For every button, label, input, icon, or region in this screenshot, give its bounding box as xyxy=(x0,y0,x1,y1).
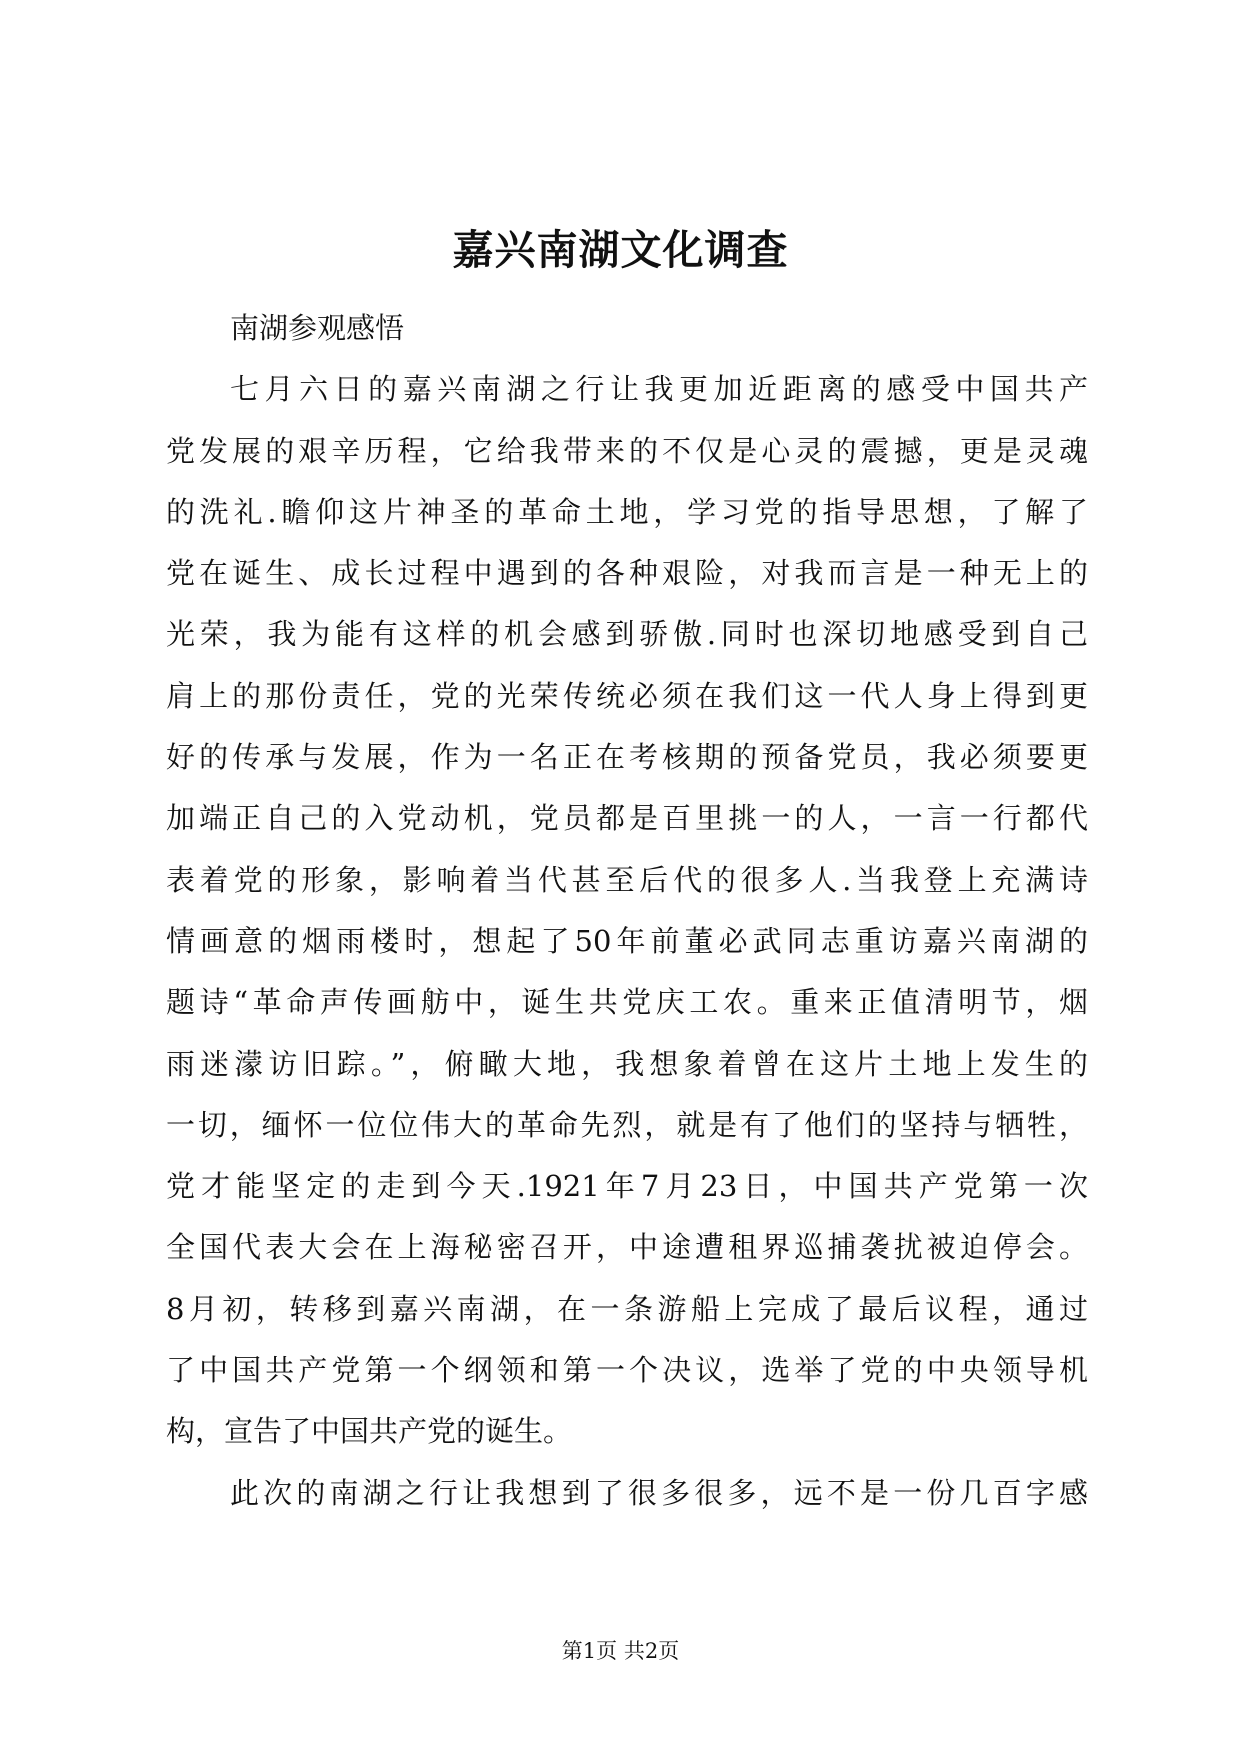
paragraph-line: 肩上的那份责任，党的光荣传统必须在我们这一代人身上得到更 xyxy=(166,678,1088,713)
paragraph-line: 题诗“革命声传画舫中，诞生共党庆工农。重来正值清明节，烟 xyxy=(166,985,1088,1020)
paragraph-line: 一切，缅怀一位位伟大的革命先烈，就是有了他们的坚持与牺牲， xyxy=(166,1107,1088,1142)
paragraph-line: 表着党的形象，影响着当代甚至后代的很多人.当我登上充满诗 xyxy=(166,862,1088,897)
paragraph-line: 党发展的艰辛历程，它给我带来的不仅是心灵的震撼，更是灵魂 xyxy=(166,433,1088,468)
document-body xyxy=(166,298,1088,1524)
paragraph-line: 此次的南湖之行让我想到了很多很多，远不是一份几百字感 xyxy=(230,1475,1088,1510)
paragraph-line: 七月六日的嘉兴南湖之行让我更加近距离的感受中国共产 xyxy=(230,372,1088,407)
paragraph-line: 光荣，我为能有这样的机会感到骄傲.同时也深切地感受到自己 xyxy=(166,617,1088,652)
section-heading: 南湖参观感悟 xyxy=(230,311,405,345)
paragraph-line: 的洗礼.瞻仰这片神圣的革命土地，学习党的指导思想，了解了 xyxy=(166,494,1088,529)
paragraph-line: 加端正自己的入党动机，党员都是百里挑一的人，一言一行都代 xyxy=(166,801,1088,836)
paragraph-line: 雨迷濛访旧踪。”，俯瞰大地，我想象着曾在这片土地上发生的 xyxy=(166,1046,1088,1081)
paragraph-line: 了中国共产党第一个纲领和第一个决议，选举了党的中央领导机 xyxy=(166,1353,1088,1388)
paragraph-line: 构，宣告了中国共产党的诞生。 xyxy=(166,1414,573,1449)
paragraph-line: 全国代表大会在上海秘密召开，中途遭租界巡捕袭扰被迫停会。 xyxy=(166,1230,1088,1265)
paragraph-line: 情画意的烟雨楼时，想起了50年前董必武同志重访嘉兴南湖的 xyxy=(166,923,1088,958)
document-title: 嘉兴南湖文化调查 xyxy=(452,226,789,274)
paragraph-line: 8月初，转移到嘉兴南湖，在一条游船上完成了最后议程，通过 xyxy=(166,1291,1088,1326)
paragraph-line: 党才能坚定的走到今天.1921年7月23日，中国共产党第一次 xyxy=(166,1169,1088,1204)
paragraph-line: 党在诞生、成长过程中遇到的各种艰险，对我而言是一种无上的 xyxy=(166,556,1088,591)
paragraph-line: 好的传承与发展，作为一名正在考核期的预备党员，我必须要更 xyxy=(166,740,1088,775)
page-number: 第1页 共2页 xyxy=(561,1639,680,1663)
